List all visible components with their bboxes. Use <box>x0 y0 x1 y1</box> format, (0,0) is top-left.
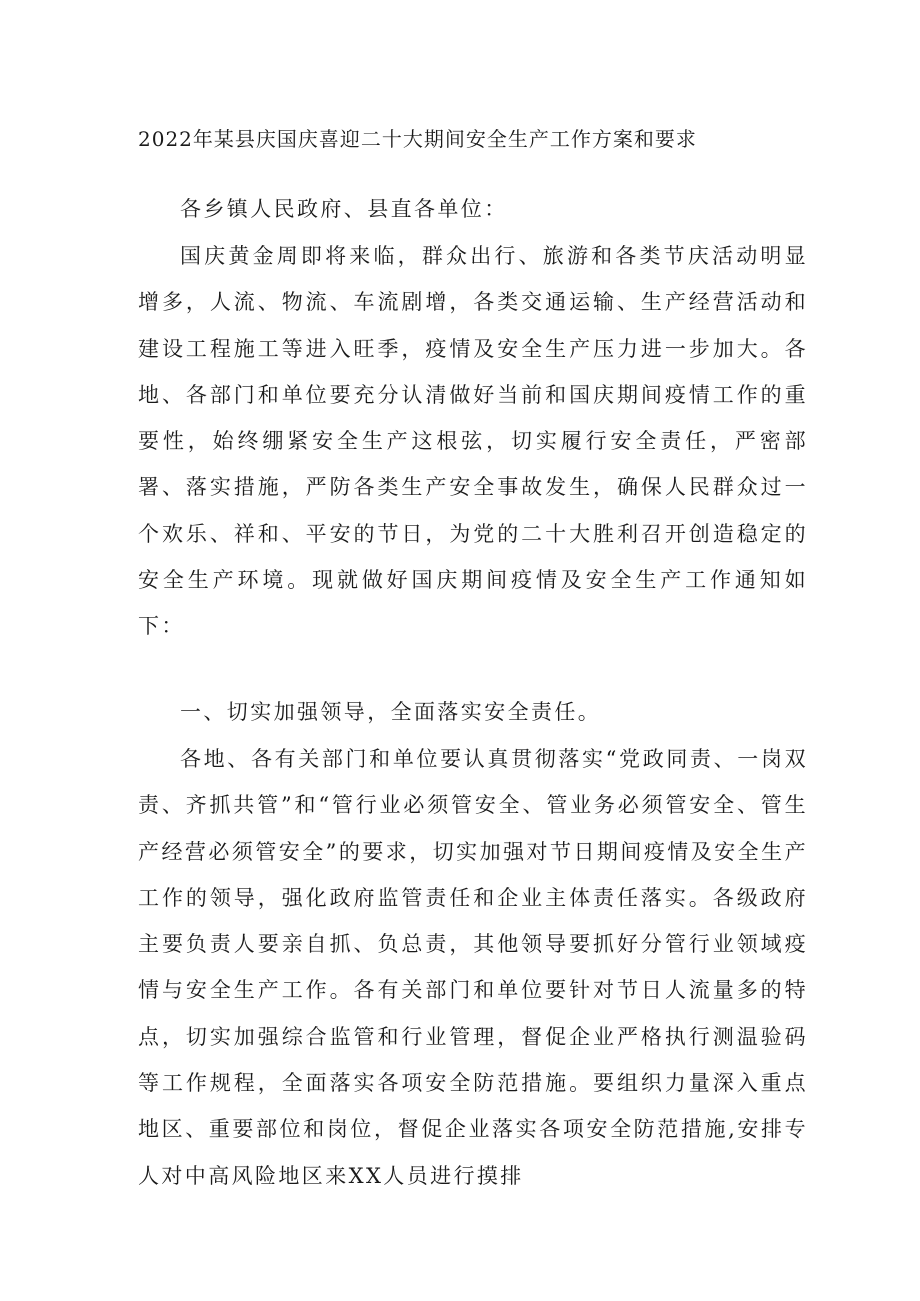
salutation: 各乡镇人民政府、县直各单位： <box>180 197 508 221</box>
section-heading-1: 一、切实加强领导，全面落实安全责任。 <box>180 700 602 724</box>
paragraph-section-1: 各地、各有关部门和单位要认真贯彻落实“党政同责、一岗双责、齐抓共管”和“管行业必须管安全、管业务必须管安全、管生产经营必须管安全”的要求，切实加强对节日期间疫情及安全生产工作的领导，强化政府监管责任和企业主体责任落实。各级政府主要负责人要亲自抓、负总责，其他领导要抓好分管行业领域疫情与安全生产工作。各有关部门和单位要针对节日人流量多的特点，切实加强综合监管和行业管理，督促企业严格执行测温验码等工作规程，全面落实各项安全防范措施。要组织力量深入重点地区、重要部位和岗位，督促企业落实各项安全防范措施,安排专人对中高风险地区来XX人员进行摸排 <box>138 747 808 1188</box>
document-title: 2022年某县庆国庆喜迎二十大期间安全生产工作方案和要求 <box>138 127 697 151</box>
paragraph-intro: 国庆黄金周即将来临，群众出行、旅游和各类节庆活动明显增多，人流、物流、车流剧增，各类交通运输、生产经营活动和建设工程施工等进入旺季，疫情及安全生产压力进一步加大。各地、各部门和单位要充分认清做好当前和国庆期间疫情工作的重要性，始终绷紧安全生产这根弦，切实履行安全责任，严密部署、落实措施，严防各类生产安全事故发生，确保人民群众过一个欢乐、祥和、平安的节日，为党的二十大胜利召开创造稳定的安全生产环境。现就做好国庆期间疫情及安全生产工作通知如下： <box>138 244 808 639</box>
